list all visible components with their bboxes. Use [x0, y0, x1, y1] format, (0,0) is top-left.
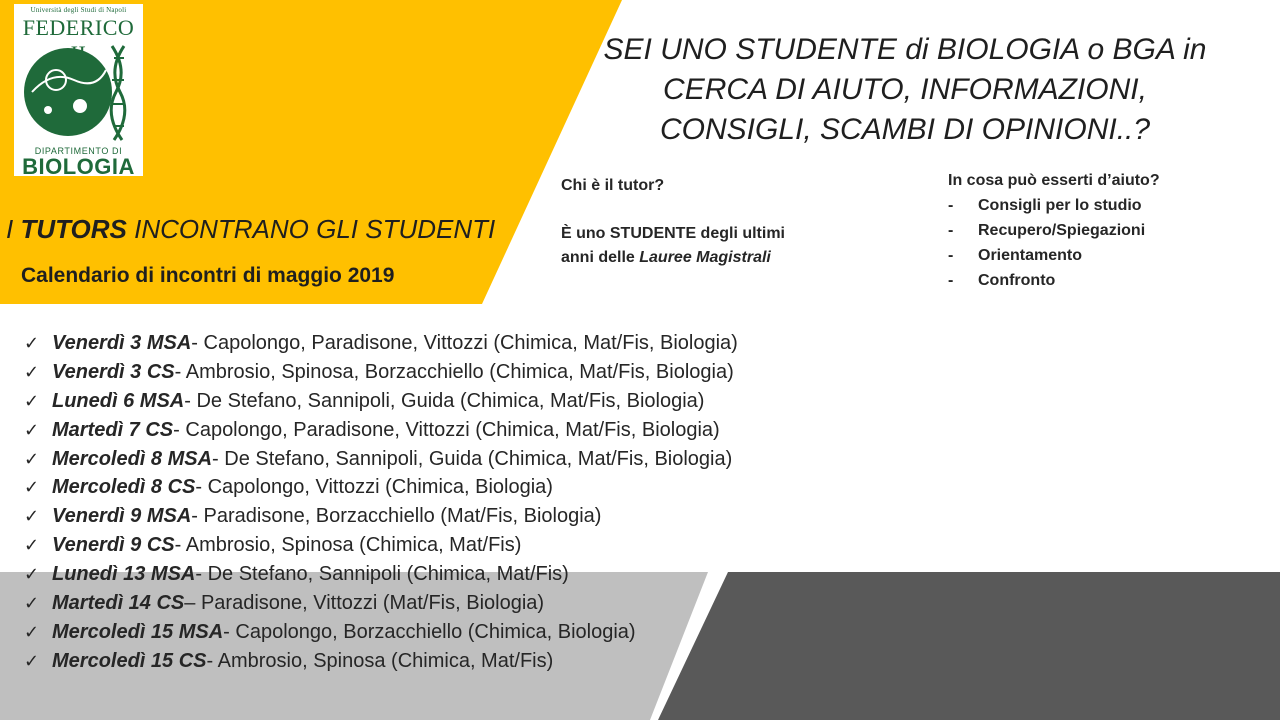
- schedule-details: - De Stefano, Sannipoli, Guida (Chimica, Mat/Fis, Biologia): [184, 389, 705, 412]
- schedule-row: [24, 618, 738, 647]
- schedule-details: - De Stefano, Sannipoli (Chimica, Mat/Fis): [195, 563, 569, 586]
- headline-line-3: CONSIGLI, SCAMBI DI OPINIONI..?: [659, 113, 1151, 146]
- check-icon: ✓: [24, 477, 40, 498]
- headline-line-2: CERCA DI AIUTO, INFORMAZIONI,: [663, 73, 1147, 106]
- schedule-details: - Paradisone, Borzacchiello (Mat/Fis, Biologia): [191, 505, 602, 528]
- check-icon: ✓: [24, 419, 40, 440]
- tutors-title: [6, 214, 495, 245]
- schedule-day: Lunedì 6 MSA: [52, 389, 185, 412]
- headline-line-1: SEI UNO STUDENTE di BIOLOGIA o BGA in: [603, 33, 1207, 66]
- schedule-row: [24, 473, 738, 502]
- logo-federico: FEDERICO: [22, 15, 135, 40]
- grey-dark-band: [658, 572, 1280, 720]
- logo-emblem-icon: [22, 40, 135, 146]
- check-icon: ✓: [24, 621, 40, 642]
- schedule-day: Venerdì 9 MSA: [52, 505, 192, 528]
- help-item: - Consigli per lo studio: [948, 193, 1268, 218]
- schedule-list: [24, 329, 738, 676]
- schedule-day: Venerdì 3 MSA: [52, 331, 192, 354]
- help-item: - Confronto: [948, 268, 1268, 293]
- schedule-details: - De Stefano, Sannipoli, Guida (Chimica, Mat/Fis, Biologia): [212, 447, 733, 470]
- check-icon: ✓: [24, 332, 40, 353]
- tutors-title-prefix: I: [6, 214, 21, 244]
- schedule-row: [24, 502, 738, 531]
- logo-department-prefix: DIPARTIMENTO DI: [34, 146, 123, 156]
- schedule-row: [24, 329, 738, 358]
- headline: [600, 30, 1210, 150]
- schedule-day: Martedì 14 CS: [52, 591, 185, 614]
- schedule-row: [24, 531, 738, 560]
- calendar-title: Calendario di incontri di maggio 2019: [21, 264, 395, 287]
- check-icon: ✓: [24, 592, 40, 613]
- tutors-title-suffix: INCONTRANO GLI STUDENTI: [126, 214, 496, 244]
- schedule-details: - Ambrosio, Spinosa (Chimica, Mat/Fis): [174, 534, 522, 557]
- schedule-details: - Capolongo, Vittozzi (Chimica, Biologia): [195, 476, 553, 499]
- schedule-day: Mercoledì 15 MSA: [52, 620, 224, 643]
- logo-department-name: BIOLOGIA: [22, 154, 135, 179]
- schedule-row: [24, 358, 738, 387]
- logo-university: Università degli Studi di Napoli: [30, 6, 127, 14]
- schedule-row: [24, 445, 738, 474]
- check-icon: ✓: [24, 506, 40, 527]
- check-icon: ✓: [24, 448, 40, 469]
- schedule-row: [24, 647, 738, 676]
- help-section: [948, 168, 1268, 293]
- tutors-title-bold: TUTORS: [20, 214, 127, 244]
- tutor-info: [561, 174, 861, 270]
- schedule-day: Venerdì 3 CS: [52, 360, 175, 383]
- schedule-row: [24, 416, 738, 445]
- schedule-day: Venerdì 9 CS: [52, 534, 175, 557]
- schedule-day: Mercoledì 15 CS: [52, 649, 207, 672]
- department-logo: [14, 4, 143, 179]
- schedule-details: – Paradisone, Vittozzi (Mat/Fis, Biologia): [184, 591, 545, 614]
- schedule-day: Mercoledì 8 MSA: [52, 447, 213, 470]
- schedule-day: Martedì 7 CS: [52, 418, 174, 441]
- tutor-answer-line-1: È uno STUDENTE degli ultimi: [561, 225, 785, 242]
- check-icon: ✓: [24, 535, 40, 556]
- tutor-answer-prefix: anni delle: [561, 249, 640, 266]
- help-item: - Recupero/Spiegazioni: [948, 218, 1268, 243]
- check-icon: ✓: [24, 361, 40, 382]
- help-list: [948, 193, 1268, 293]
- schedule-row: [24, 387, 738, 416]
- tutor-question: Chi è il tutor?: [561, 177, 665, 194]
- schedule-details: - Capolongo, Paradisone, Vittozzi (Chimica, Mat/Fis, Biologia): [173, 418, 720, 441]
- schedule-details: - Ambrosio, Spinosa (Chimica, Mat/Fis): [206, 649, 554, 672]
- help-item: - Orientamento: [948, 243, 1268, 268]
- schedule-day: Mercoledì 8 CS: [52, 476, 196, 499]
- schedule-details: - Capolongo, Paradisone, Vittozzi (Chimica, Mat/Fis, Biologia): [191, 331, 738, 354]
- tutor-answer-italic: Lauree Magistrali: [639, 249, 771, 266]
- tutor-info-spacer: [561, 198, 861, 222]
- schedule-day: Lunedì 13 MSA: [52, 563, 196, 586]
- schedule-details: - Ambrosio, Spinosa, Borzacchiello (Chimica, Mat/Fis, Biologia): [174, 360, 734, 383]
- schedule-row: [24, 589, 738, 618]
- check-icon: ✓: [24, 650, 40, 671]
- check-icon: ✓: [24, 564, 40, 585]
- schedule-row: [24, 560, 738, 589]
- tutor-answer-line-2: [561, 246, 861, 270]
- help-question: In cosa può esserti d’aiuto?: [948, 172, 1160, 189]
- schedule-details: - Capolongo, Borzacchiello (Chimica, Biologia): [223, 620, 636, 643]
- check-icon: ✓: [24, 390, 40, 411]
